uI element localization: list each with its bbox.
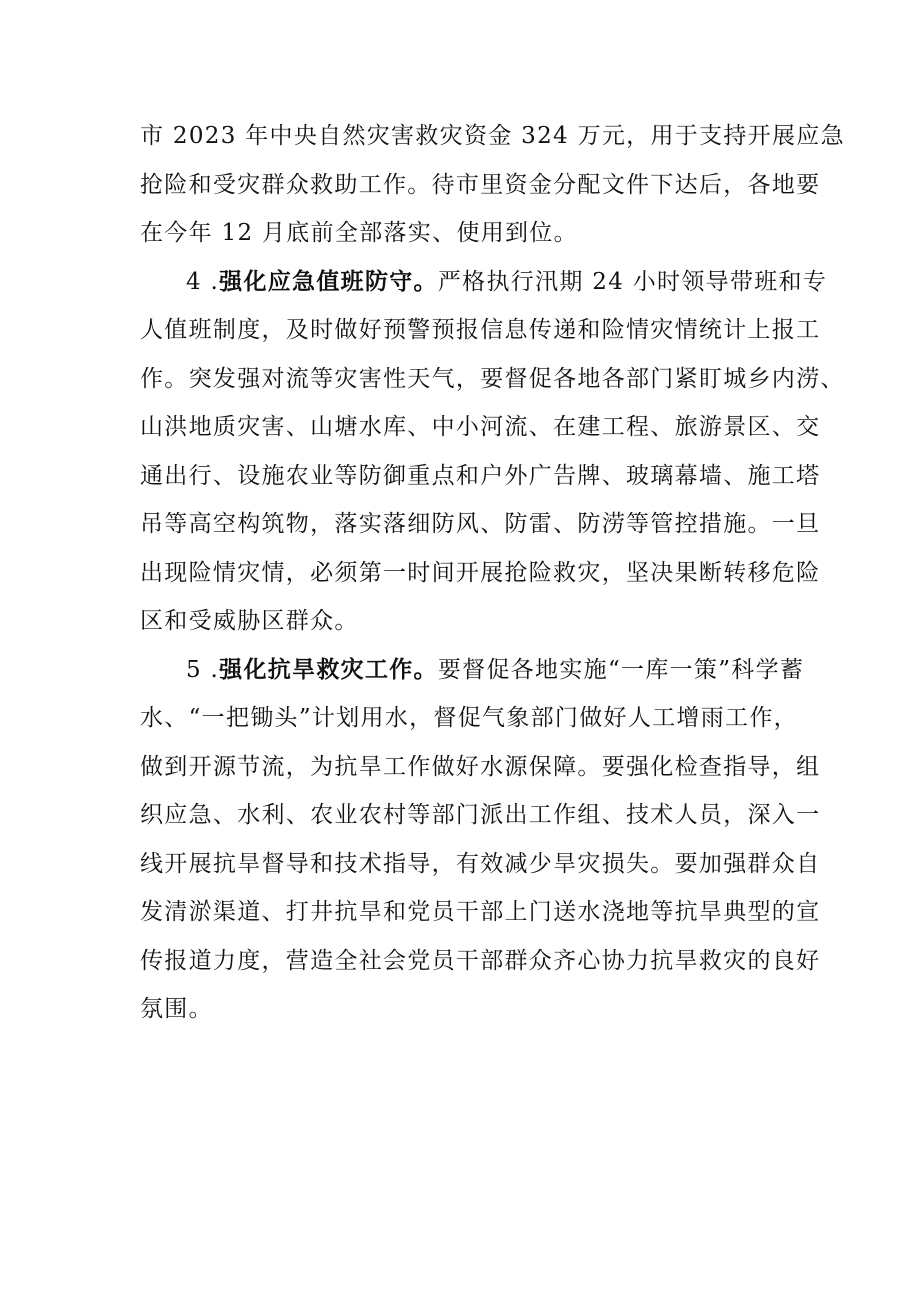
text-line: 作。突发强对流等灾害性天气，要督促各地各部门紧盯城乡内涝、: [140, 365, 845, 392]
text-line: 区和受威胁区群众。: [140, 608, 359, 634]
item-text: 要督促各地实施“一库一策”科学蓄: [437, 656, 805, 683]
paragraph-funding: [140, 112, 845, 258]
text-line: 水、“一把锄头”计划用水，督促气象部门做好人工增雨工作，: [140, 705, 798, 731]
document-page: [140, 112, 845, 1034]
text-line: 氛围。: [140, 996, 213, 1022]
text-line: 传报道力度，营造全社会党员干部群众齐心协力抗旱救灾的良好: [140, 947, 821, 974]
item-heading: 强化应急值班防守。: [219, 268, 438, 295]
item-heading: 强化抗旱救灾工作。: [219, 656, 438, 683]
paragraph-item-5: [140, 646, 821, 1034]
item-number: 5 .: [186, 656, 220, 683]
text-line: 吊等高空构筑物，落实落细防风、防雷、防涝等管控措施。一旦: [140, 511, 821, 537]
text-line: 织应急、水利、农业农村等部门派出工作组、技术人员，深入一: [140, 802, 821, 828]
text-line: 人值班制度，及时做好预警预报信息传递和险情灾情统计上报工: [140, 317, 821, 343]
text-line: [140, 258, 828, 307]
text-line: 在今年 12 月底前全部落实、使用到位。: [140, 220, 578, 246]
text-line: 出现险情灾情，必须第一时间开展抢险救灾，坚决果断转移危险: [140, 559, 821, 586]
text-line: [140, 646, 805, 695]
item-number: 4 .: [186, 268, 220, 295]
text-line: 市 2023 年中央自然灾害救灾资金 324 万元，用于支持开展应急: [140, 123, 845, 149]
text-line: 做到开源节流，为抗旱工作做好水源保障。要强化检查指导，组: [140, 753, 821, 780]
text-line: 发清淤渠道、打井抗旱和党员干部上门送水浇地等抗旱典型的宣: [140, 899, 821, 925]
paragraph-item-4: [140, 258, 845, 646]
text-line: 山洪地质灾害、山塘水库、中小河流、在建工程、旅游景区、交: [140, 414, 821, 440]
text-line: 通出行、设施农业等防御重点和户外广告牌、玻璃幕墙、施工塔: [140, 462, 821, 489]
text-line: 抢险和受灾群众救助工作。待市里资金分配文件下达后，各地要: [140, 171, 821, 198]
text-line: 线开展抗旱督导和技术指导，有效减少旱灾损失。要加强群众自: [140, 850, 821, 877]
item-text: 严格执行汛期 24 小时领导带班和专: [437, 268, 828, 295]
